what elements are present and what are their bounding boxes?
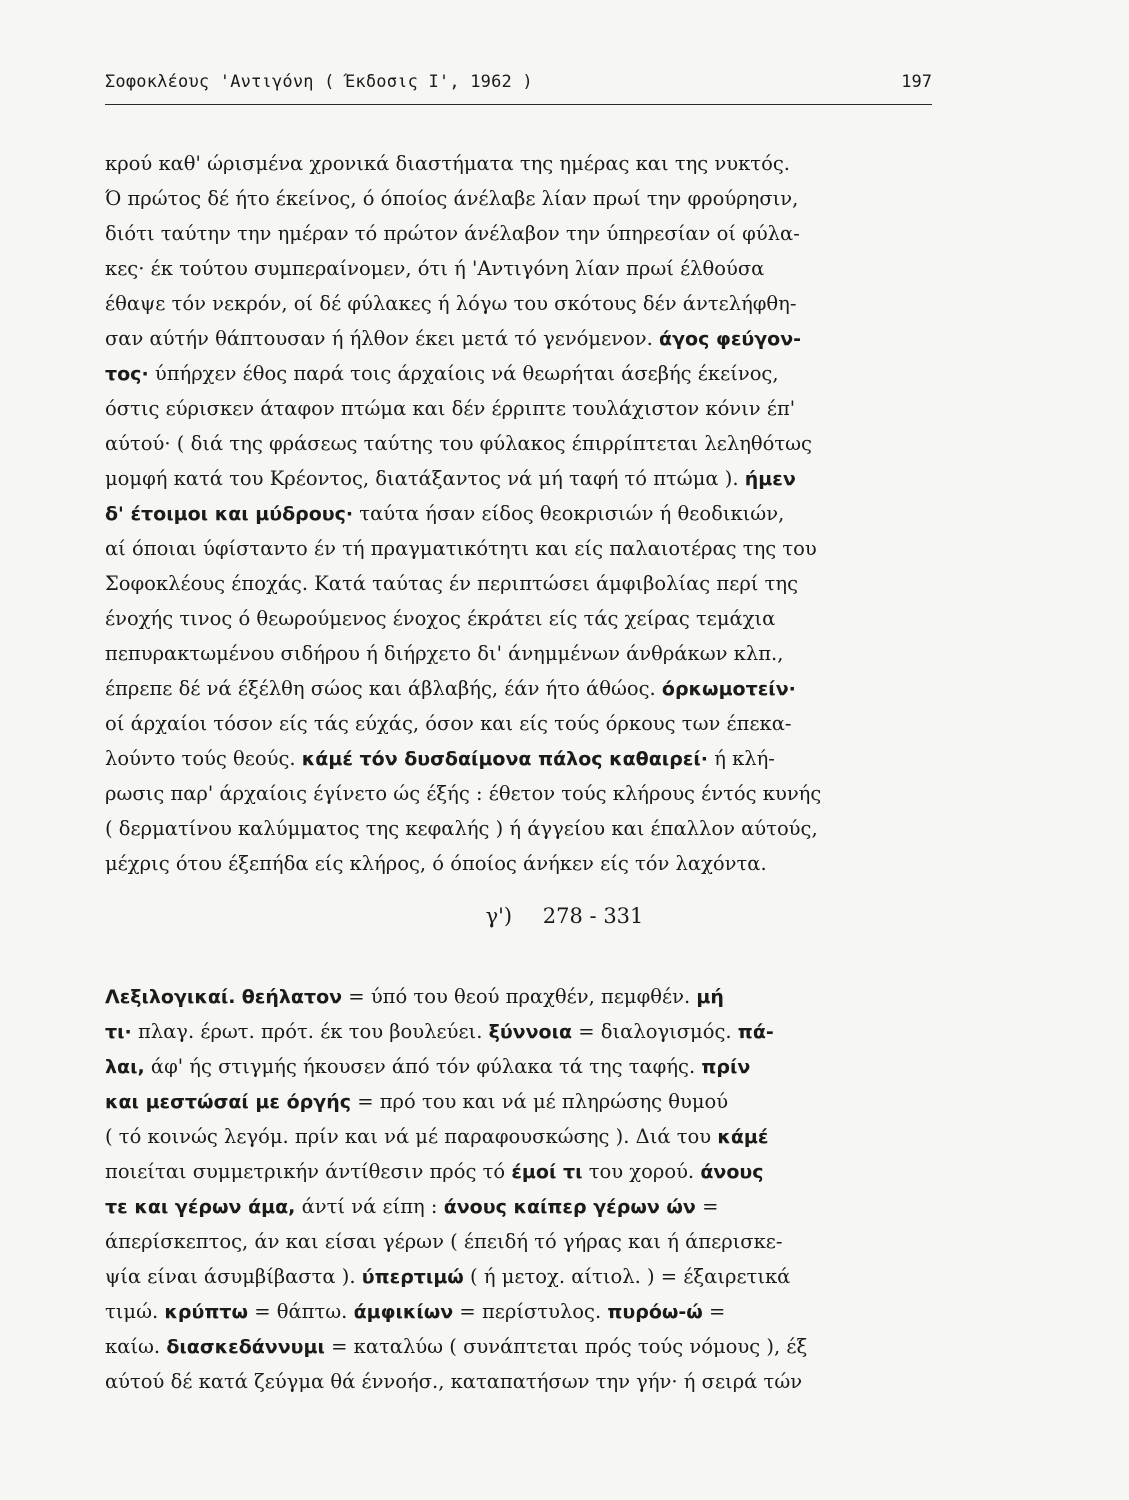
text-segment: λούντο τούς θεούς. [105,747,302,770]
bold-lemma: λαι, [105,1056,145,1078]
text-segment: κρού καθ' ώρισμένα χρονικά διαστήματα της ημέρας και της νυκτός. [105,152,790,175]
bold-lemma: άνους [700,1161,764,1183]
text-segment: άφ' ής στιγμής ήκουσεν άπό τόν φύλακα τά της ταφής. [144,1055,702,1078]
text-line [105,1190,940,1225]
bold-lemma: κρύπτω [164,1301,249,1323]
text-segment: μομφή κατά του Κρέοντος, διατάξαντος νά μή ταφή τό πτώμα ). [105,467,745,490]
bold-lemma: τι· [105,1021,132,1043]
bold-lemma: θεήλατον [241,986,343,1008]
text-segment: πεπυρακτωμένου σιδήρου ή διήρχετο δι' άνημμένων άνθράκων κλπ., [105,642,784,665]
text-segment: αί όποιαι ύφίσταντο έν τή πραγματικότητι και είς παλαιοτέρας της του [105,537,817,560]
text-segment: = [702,1300,726,1323]
text-segment: = ύπό του θεού πραχθέν, πεμφθέν. [342,985,697,1008]
bold-lemma: πρίν [701,1056,751,1078]
running-header [105,68,932,105]
text-line [105,461,940,496]
bold-lemma: έμοί τι [511,1161,583,1183]
text-segment: Σοφοκλέους έποχάς. Κατά ταύτας έν περιπτώσει άμφιβολίας περί της [105,572,799,595]
text-segment: άπερίσκεπτος, άν και είσαι γέρων ( έπειδή τό γήρας και ή άπερισκε- [105,1230,783,1253]
bold-lemma: πυρόω-ώ [607,1301,703,1323]
bold-lemma: μή [696,986,724,1008]
text-segment: ταύτα ήσαν είδος θεοκρισιών ή θεοδικιών, [353,502,785,525]
bold-lemma: και μεστώσαί με όργής [105,1091,351,1113]
text-segment: αύτού δέ κατά ζεύγμα θά έννοήσ., καταπατήσων την γήν· ή σειρά τών [105,1370,803,1393]
text-line [105,1155,940,1190]
bold-lemma: κάμέ τόν δυσδαίμονα πάλος καθαιρεί· [301,748,708,770]
text-segment: = θάπτω. [248,1300,354,1323]
text-segment: κες· έκ τούτου συμπεραίνομεν, ότι ή 'Αντιγόνη λίαν πρωί έλθούσα [105,257,765,280]
text-segment: άντί νά είπη : [295,1195,444,1218]
text-line [105,636,940,671]
text-line [105,846,940,881]
text-line [105,1260,940,1295]
text-segment: του χορού. [582,1160,701,1183]
bold-lemma: ξύννοια [488,1021,573,1043]
text-line [105,321,940,356]
text-segment: ρωσις παρ' άρχαίοις έγίνετο ώς έξής : έθετον τούς κλήρους έντός κυνής [105,782,822,805]
text-segment: = [695,1195,719,1218]
text-segment: έπρεπε δέ νά έξέλθη σώος και άβλαβής, έάν ήτο άθώος. [105,677,662,700]
text-line [105,1015,940,1050]
text-segment: = καταλύω ( συνάπτεται πρός τούς νόμους ), έξ [324,1335,808,1358]
bold-lemma: διασκεδάννυμι [166,1336,325,1358]
text-segment: τιμώ. [105,1300,165,1323]
commentary-paragraph [105,146,940,881]
text-segment: ( δερματίνου καλύμματος της κεφαλής ) ή άγγείου και έπαλλον αύτούς, [105,817,818,840]
text-line [105,531,940,566]
text-segment: αύτού· ( διά της φράσεως ταύτης του φύλακος έπιρρίπτεται λεληθότως [105,432,812,455]
text-segment: ( τό κοινώς λεγόμ. πρίν και νά μέ παραφουσκώσης ). Διά του [105,1125,718,1148]
text-segment: ή κλή- [708,747,775,770]
text-segment: = πρό του και νά μέ πληρώσης θυμού [351,1090,729,1113]
text-line [105,1295,940,1330]
text-line [105,671,940,706]
text-line [105,1225,940,1260]
text-segment: Ό πρώτος δέ ήτο έκείνος, ό όποίος άνέλαβε λίαν πρωί την φρούρησιν, [105,187,799,210]
text-segment: έθαψε τόν νεκρόν, οί δέ φύλακες ή λόγω του σκότους δέν άντελήφθη- [105,292,797,315]
text-line [105,776,940,811]
section-label: γ') [485,904,513,928]
text-line [105,356,940,391]
bold-lemma: όρκωμοτείν· [661,678,796,700]
text-segment: πλαγ. έρωτ. πρότ. έκ του βουλεύει. [131,1020,489,1043]
lexical-notes [105,980,940,1400]
text-line [105,426,940,461]
section-range: 278 - 331 [542,904,644,928]
running-title: Σοφοκλέους 'Αντιγόνη ( Έκδοσις Ι', 1962 ) [105,72,533,92]
text-line [105,181,940,216]
bold-lemma: τος· [105,363,149,385]
text-line [105,251,940,286]
text-line [105,286,940,321]
text-segment: ποιείται συμμετρικήν άντίθεσιν πρός τό [105,1160,512,1183]
bold-lemma: ήμεν [744,468,796,490]
bold-lemma: δ' έτοιμοι και μύδρους· [105,503,354,525]
text-segment: ύπήρχεν έθος παρά τοις άρχαίοις νά θεωρήται άσεβής έκείνος, [148,362,779,385]
text-line [105,1050,940,1085]
text-segment: σαν αύτήν θάπτουσαν ή ήλθον έκει μετά τό γενόμενον. [105,327,660,350]
bold-lemma: άνους καίπερ γέρων ών [443,1196,696,1218]
text-line [105,980,940,1015]
text-line [105,1365,940,1400]
text-line [105,1330,940,1365]
bold-lemma: άμφικίων [353,1301,454,1323]
text-line [105,391,940,426]
bold-lemma: Λεξιλογικαί. [105,986,236,1008]
section-heading [0,904,1129,928]
text-segment: = διαλογισμός. [572,1020,738,1043]
text-segment: ψία είναι άσυμβίβαστα ). [105,1265,362,1288]
text-line [105,1120,940,1155]
text-line [105,496,940,531]
text-segment: ένοχής τινος ό θεωρούμενος ένοχος έκράτει είς τάς χείρας τεμάχια [105,607,776,630]
text-line [105,811,940,846]
bold-lemma: κάμέ [717,1126,769,1148]
bold-lemma: τε και γέρων άμα, [105,1196,296,1218]
text-segment: καίω. [105,1335,167,1358]
text-line [105,566,940,601]
bold-lemma: ύπερτιμώ [361,1266,464,1288]
text-line [105,706,940,741]
text-segment: = περίστυλος. [453,1300,608,1323]
text-segment: ( ή μετοχ. αίτιολ. ) = έξαιρετικά [463,1265,791,1288]
text-segment: μέχρις ότου έξεπήδα είς κλήρος, ό όποίος άνήκεν είς τόν λαχόντα. [105,852,767,875]
text-line [105,741,940,776]
page-number: 197 [901,72,932,92]
text-line [105,601,940,636]
text-segment: διότι ταύτην την ημέραν τό πρώτον άνέλαβον την ύπηρεσίαν οί φύλα- [105,222,800,245]
text-segment: όστις εύρισκεν άταφον πτώμα και δέν έρριπτε τουλάχιστον κόνιν έπ' [105,397,796,420]
text-segment: οί άρχαίοι τόσον είς τάς εύχάς, όσον και είς τούς όρκους των έπεκα- [105,712,792,735]
bold-lemma: άγος φεύγον- [659,328,802,350]
text-line [105,1085,940,1120]
bold-lemma: πά- [737,1021,774,1043]
text-line [105,216,940,251]
text-line [105,146,940,181]
